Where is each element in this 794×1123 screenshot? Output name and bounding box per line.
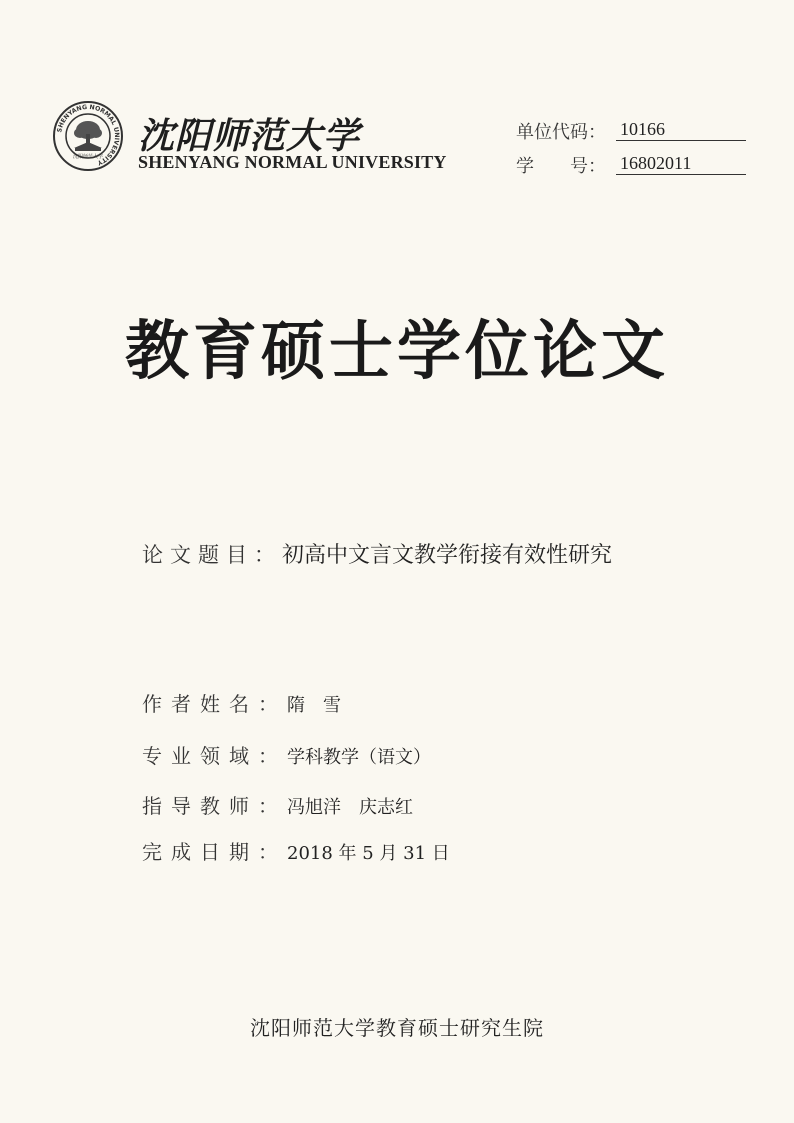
unit-code-value: 10166	[616, 118, 746, 141]
thesis-topic-row	[142, 538, 612, 569]
student-number-value: 16802011	[616, 152, 746, 175]
university-name-cn: 沈阳师范大学	[138, 115, 361, 157]
thesis-topic-value: 初高中文言文教学衔接有效性研究	[282, 543, 613, 568]
university-name-en: SHENYANG NORMAL UNIVERSITY	[138, 152, 447, 172]
student-number-row	[516, 152, 692, 177]
author-value: 隋 雪	[287, 695, 341, 716]
graduate-school-name: 沈阳师范大学教育硕士研究生院	[250, 1016, 544, 1040]
completion-date-value: 2018 年 5 月 31 日	[287, 843, 450, 864]
author-row	[142, 688, 341, 717]
university-seal-icon	[52, 100, 124, 172]
logo-inner-text: 沈阳师范大学	[72, 154, 104, 160]
field-value: 学科教学（语文）	[287, 747, 431, 768]
advisor-label: 指导教师：	[142, 794, 287, 818]
unit-code-row	[516, 118, 665, 143]
unit-code-label: 单位代码：	[516, 122, 606, 143]
advisor-row	[142, 790, 413, 819]
field-row	[142, 740, 431, 769]
author-label: 作者姓名：	[142, 692, 287, 716]
field-label: 专业领域：	[142, 744, 287, 768]
thesis-topic-label: 论文题目：	[142, 543, 282, 567]
completion-date-label: 完成日期：	[142, 840, 287, 864]
completion-date-row	[142, 836, 450, 865]
student-number-label: 学 号：	[516, 156, 606, 177]
thesis-type-title: 教育硕士学位论文	[125, 315, 669, 389]
logo-ring-text: SHENYANG NORMAL UNIVERSITY	[56, 103, 121, 167]
advisor-value: 冯旭洋 庆志红	[287, 797, 413, 818]
